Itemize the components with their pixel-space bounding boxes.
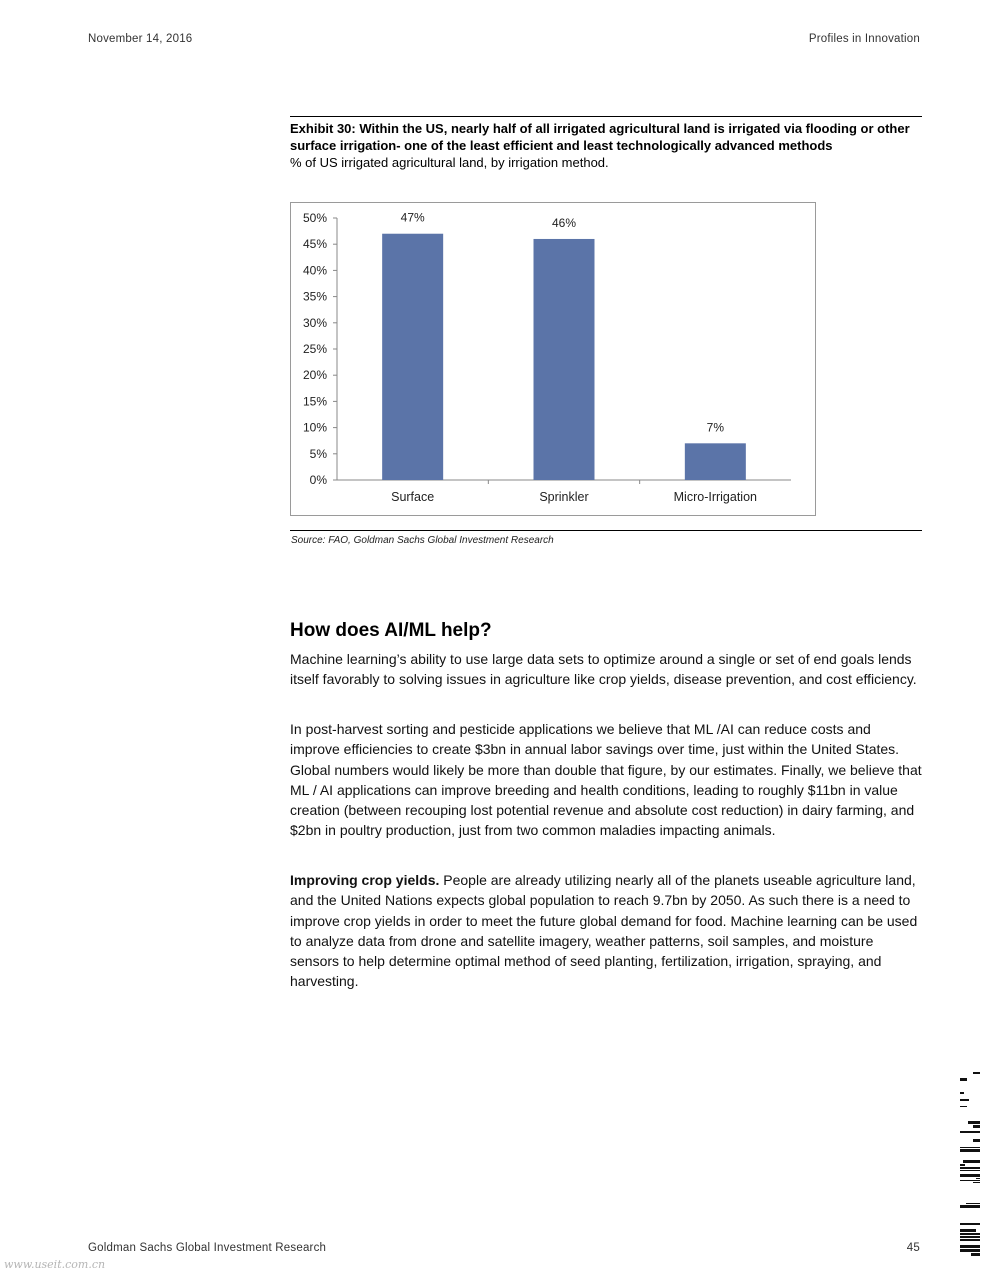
exhibit-title: Exhibit 30: Within the US, nearly half of all irrigated agricultural land is irrigated via flooding or other surface irrigation- one of the least efficient and least technologically advanced methods: [290, 121, 910, 153]
footer-publisher: Goldman Sachs Global Investment Research: [88, 1242, 327, 1254]
barcode-bar: [960, 1149, 980, 1152]
exhibit-bottom-rule: [290, 530, 922, 531]
barcode-bar: [973, 1072, 980, 1074]
y-tick-label: 50%: [302, 211, 327, 225]
barcode-bar: [960, 1174, 980, 1177]
exhibit-subtitle: % of US irrigated agricultural land, by irrigation method.: [290, 155, 609, 170]
bar: [534, 239, 595, 480]
y-tick-label: 10%: [302, 420, 327, 435]
section-heading: How does AI/ML help?: [290, 620, 492, 641]
paragraph-3: [290, 870, 922, 992]
paragraph-3-lead: Improving crop yields.: [290, 872, 440, 888]
bar-data-label: 46%: [551, 215, 577, 230]
barcode-bar: [968, 1121, 980, 1124]
x-category-label: Sprinkler: [539, 490, 589, 504]
barcode-bar: [960, 1205, 980, 1208]
barcode-bar: [960, 1078, 967, 1081]
y-tick-label: 25%: [302, 342, 327, 356]
barcode-bar: [960, 1223, 980, 1225]
bar: [382, 234, 443, 480]
y-tick-label: 0%: [309, 473, 327, 487]
barcode-bar: [963, 1160, 980, 1163]
paragraph-3-body: People are already utilizing nearly all of the planets useable agriculture land, and the United Nations expects global population to reach 9.7bn by 2050. As such there is a need to improve crop yields in order to meet the future global demand for food. Machine learning can be used to analyze data from drone and satellite imagery, weather patterns, soil samples, and moisture sensors to help determine optimal method of seed planting, fertilization, irrigation, spraying, and harvesting.: [290, 872, 918, 990]
paragraph-2: In post-harvest sorting and pesticide applications we believe that ML /AI can reduce costs and improve efficiencies to create $3bn in annual labor savings over time, just within the United States. Global numbers would likely be more than double that figure, by our estimates. Finally, we believe that ML / AI applications can improve breeding and health conditions, leading to roughly $11bn in value creation (between recouping lost potential revenue and absolute cost reduction) in dairy farming, and $2bn in poultry production, just from two common maladies impacting animals.: [290, 721, 922, 839]
barcode-bar: [973, 1139, 980, 1142]
bar-chart-frame: [290, 202, 816, 516]
y-tick-label: 35%: [302, 289, 327, 304]
barcode-bar: [971, 1253, 980, 1256]
barcode-bar: [960, 1239, 980, 1241]
source-note: Source: FAO, Goldman Sachs Global Investment Research: [291, 535, 554, 546]
y-tick-label: 30%: [302, 315, 327, 330]
barcode-bar: [960, 1131, 980, 1133]
barcode-bar: [960, 1092, 964, 1094]
barcode-bar: [973, 1125, 980, 1128]
y-tick-label: 5%: [309, 446, 327, 461]
header-title: Profiles in Innovation: [808, 33, 920, 45]
page-number: 45: [906, 1242, 920, 1254]
barcode-bar: [960, 1167, 980, 1169]
barcode-bar: [960, 1229, 976, 1232]
paragraph-1: Machine learning’s ability to use large data sets to optimize around a single or set of end goals lends itself favorably to solving issues in agriculture like crop yields, disease prevention, and cost efficiency.: [290, 651, 917, 688]
x-category-label: Micro-Irrigation: [673, 490, 758, 504]
barcode-bar: [960, 1249, 980, 1252]
barcode-bar: [960, 1106, 967, 1107]
bar-data-label: 7%: [706, 420, 725, 435]
barcode-bar: [960, 1245, 980, 1248]
bar: [685, 443, 746, 480]
exhibit-header: [290, 116, 922, 171]
y-tick-label: 45%: [302, 237, 327, 252]
bar-chart: [291, 203, 817, 517]
barcode-icon: [960, 1072, 980, 1256]
watermark: www.useit.com.cn: [4, 1258, 106, 1271]
barcode-bar: [960, 1180, 980, 1181]
y-tick-label: 15%: [302, 394, 327, 409]
y-tick-label: 20%: [302, 368, 327, 383]
barcode-bar: [966, 1203, 980, 1204]
barcode-bar: [976, 1178, 980, 1179]
barcode-bar: [960, 1236, 980, 1238]
barcode-bar: [960, 1170, 980, 1171]
barcode-bar: [973, 1182, 980, 1183]
barcode-bar: [960, 1147, 980, 1148]
barcode-bar: [960, 1233, 980, 1235]
bar-data-label: 47%: [400, 210, 425, 225]
x-category-label: Surface: [391, 490, 435, 504]
header-date: November 14, 2016: [88, 33, 193, 45]
barcode-bar: [960, 1099, 969, 1101]
barcode-bar: [960, 1164, 965, 1166]
y-tick-label: 40%: [302, 263, 327, 278]
